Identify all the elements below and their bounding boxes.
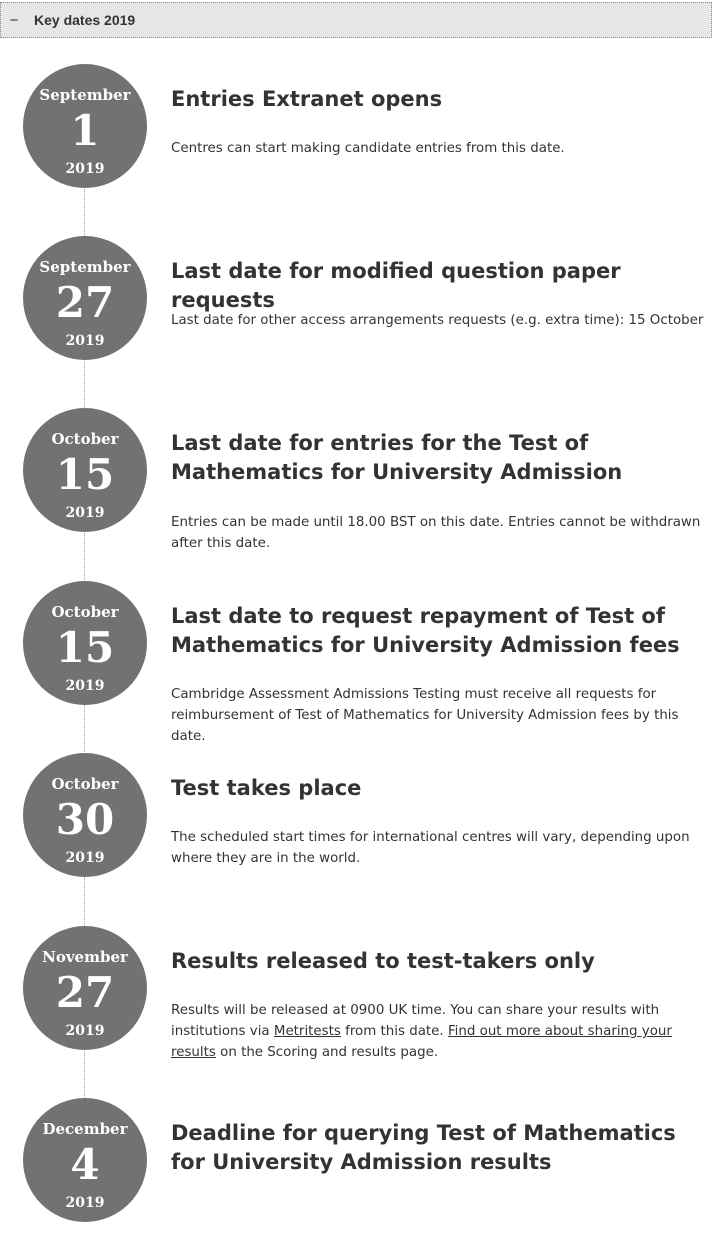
- event-description: The scheduled start times for international centres will vary, depending upon where they are in the world.: [171, 830, 690, 866]
- date-day: 4: [70, 1140, 100, 1189]
- date-day: 15: [55, 623, 115, 672]
- date-circle: [23, 64, 147, 188]
- date-year: 2019: [65, 333, 105, 349]
- date-day: 15: [55, 450, 115, 499]
- collapse-minus-icon[interactable]: −: [9, 11, 19, 29]
- event-title: Last date to request repayment of Test of Mathematics for University Admission fees: [171, 604, 680, 657]
- date-month: December: [42, 1120, 128, 1138]
- date-month: September: [39, 258, 131, 276]
- date-circle: [23, 926, 147, 1050]
- event-title: Results released to test-takers only: [171, 949, 595, 973]
- event-description: Cambridge Assessment Admissions Testing must receive all requests for reimbursement of Test of Mathematics for University Admission fees by this date.: [171, 687, 679, 744]
- date-month: September: [39, 86, 131, 104]
- event-title: Last date for modified question paper requests: [171, 259, 621, 312]
- date-day: 27: [55, 968, 115, 1017]
- event-title: Test takes place: [171, 776, 362, 800]
- accordion-title[interactable]: Key dates 2019: [34, 12, 136, 28]
- date-day: 30: [55, 795, 115, 844]
- event-description: Entries can be made until 18.00 BST on this date. Entries cannot be withdrawn after this date.: [171, 515, 701, 551]
- date-circle: [23, 1098, 147, 1222]
- date-year: 2019: [65, 678, 105, 694]
- date-circle: [23, 581, 147, 705]
- date-year: 2019: [65, 1023, 105, 1039]
- date-day: 1: [70, 106, 100, 155]
- date-circle: [23, 753, 147, 877]
- date-month: November: [42, 948, 128, 966]
- description-text: on the Scoring and results page.: [215, 1045, 439, 1060]
- date-month: October: [51, 775, 119, 793]
- date-circle: [23, 408, 147, 532]
- date-year: 2019: [65, 1195, 105, 1211]
- sharing-results-link[interactable]: Find out more about sharing your results: [171, 1024, 672, 1060]
- description-text: from this date.: [340, 1024, 448, 1039]
- date-year: 2019: [65, 505, 105, 521]
- event-description: Last date for other access arrangements requests (e.g. extra time): 15 October: [171, 313, 704, 328]
- event-title: Entries Extranet opens: [171, 87, 443, 111]
- metritests-link[interactable]: Metritests: [273, 1024, 341, 1039]
- event-title: Last date for entries for the Test of Mathematics for University Admission: [171, 431, 623, 484]
- date-circle: [23, 236, 147, 360]
- date-year: 2019: [65, 161, 105, 177]
- date-year: 2019: [65, 850, 105, 866]
- event-title: Deadline for querying Test of Mathematics for University Admission results: [171, 1121, 676, 1174]
- date-month: October: [51, 603, 119, 621]
- description-text: Results will be released at 0900 UK time. You can share your results with institutions via: [171, 1003, 660, 1039]
- event-description: [171, 1000, 716, 1063]
- date-day: 27: [55, 278, 115, 327]
- event-description: Centres can start making candidate entries from this date.: [171, 141, 565, 156]
- date-month: October: [51, 430, 119, 448]
